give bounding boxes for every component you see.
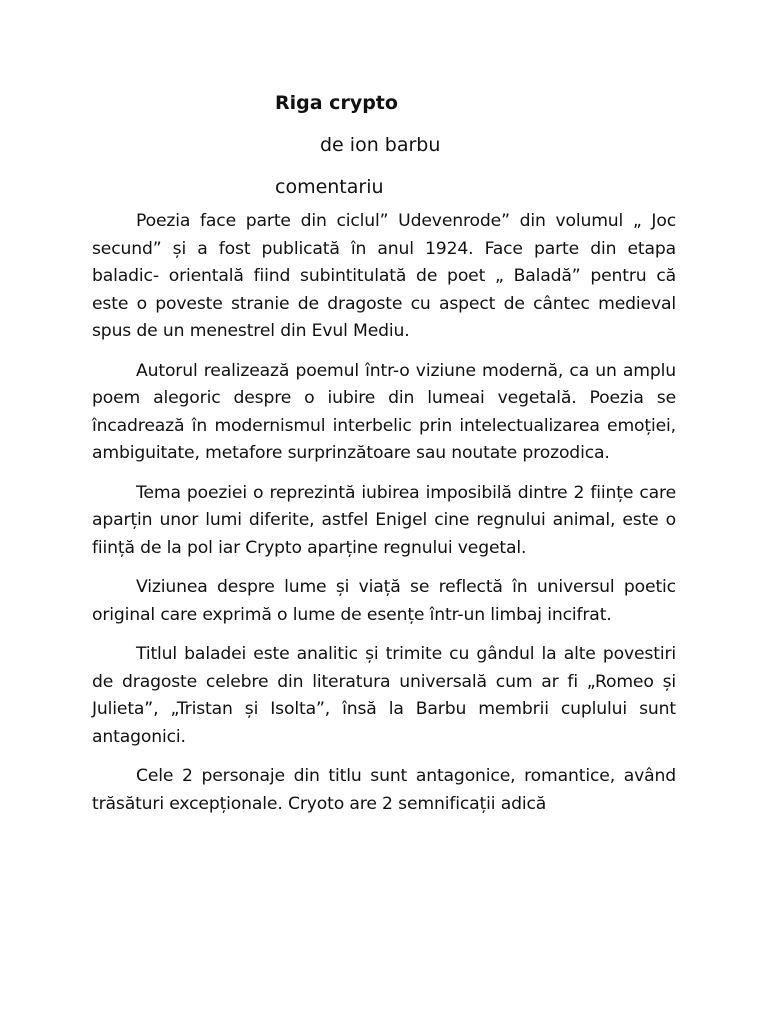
paragraph-3: Tema poeziei o reprezintă iubirea imposibilă dintre 2 ființe care aparțin unor lumi diferite, astfel Enigel cine regnului animal, este o ființă de la pol iar Crypto aparține regnului vegetal. — [92, 482, 676, 558]
paragraph-4: Viziunea despre lume și viață se reflectă în universul poetic original care exprimă o lume de esențe într-un limbaj incifrat. — [92, 577, 676, 625]
document-body — [92, 208, 676, 830]
document-author: de ion barbu — [320, 134, 441, 156]
document-title: Riga crypto — [275, 92, 398, 114]
paragraph-6: Cele 2 personaje din titlu sunt antagonice, romantice, având trăsături excepționale. Cryoto are 2 semnificații adică — [92, 766, 676, 814]
paragraph-2: Autorul realizează poemul într-o viziune modernă, ca un amplu poem alegoric despre o iubire din lumeai vegetală. Poezia se încadrează în modernismul interbelic prin intelectualizarea emoției, ambiguitate, metafore surprinzătoare sau noutate prozodica. — [92, 360, 676, 463]
document-subtitle: comentariu — [275, 176, 384, 198]
paragraph-5: Titlul baladei este analitic și trimite cu gândul la alte povestiri de dragoste celebre din literatura universală cum ar fi „Romeo și Julieta”, „Tristan și Isolta”, însă la Barbu membrii cuplului sunt antagonici. — [92, 644, 676, 747]
paragraph-1: Poezia face parte din ciclul” Udevenrode” din volumul „ Joc secund” și a fost publicată în anul 1924. Face parte din etapa baladic- orientală fiind subintitulată de poet „ Baladă” pentru că este o poveste stranie de dragoste cu aspect de cântec medieval spus de un menestrel din Evul Mediu. — [92, 211, 676, 341]
